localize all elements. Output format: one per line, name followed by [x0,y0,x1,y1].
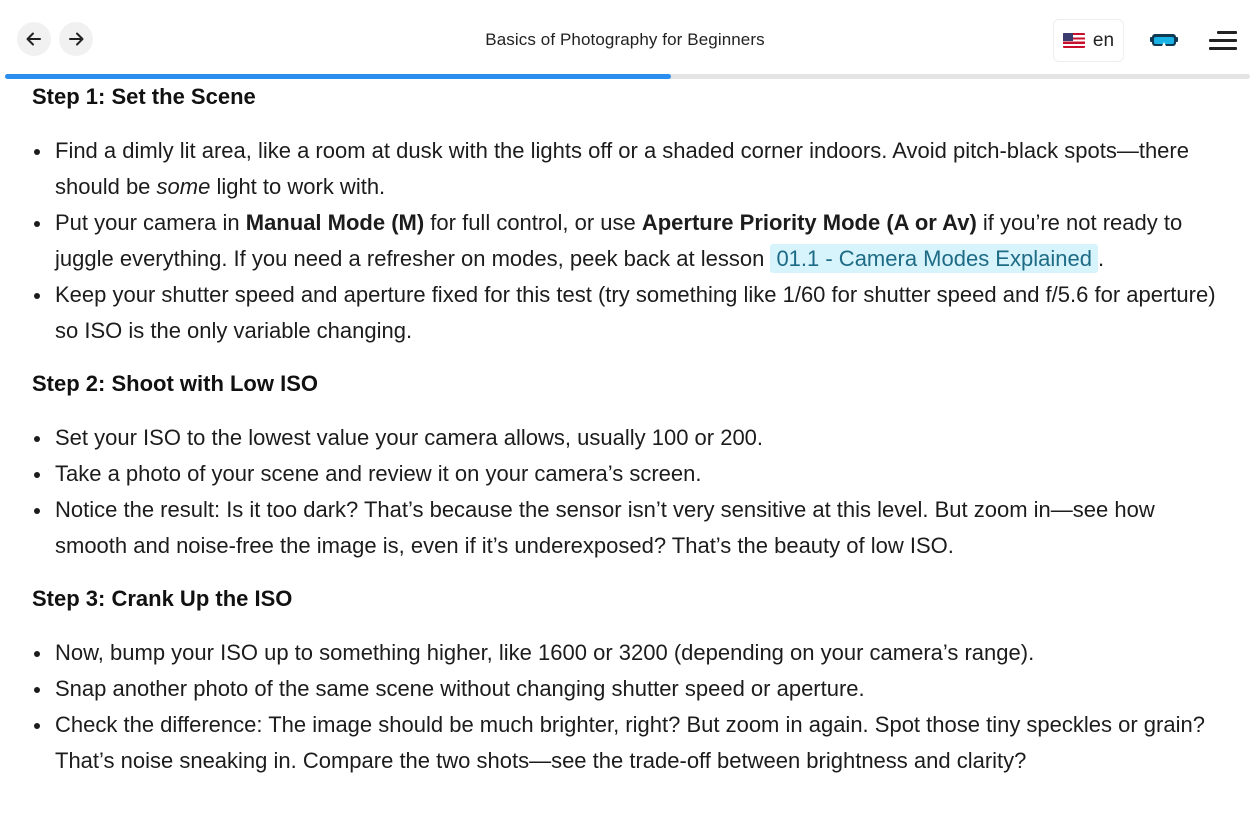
step-2-list [32,420,1232,564]
emphasis-text: some [156,174,211,199]
text-segment: for full control, or use [424,210,642,235]
list-item: Snap another photo of the same scene without changing shutter speed or aperture. [32,671,1232,707]
text-segment: Put your camera in [55,210,246,235]
list-item: Notice the result: Is it too dark? That’s because the sensor isn’t very sensitive at this level. But zoom in—see how smooth and noise-free the image is, even if it’s underexposed? That’s the beauty of low ISO. [32,492,1232,564]
menu-line [1209,39,1237,42]
list-item: Check the difference: The image should be much brighter, right? But zoom in again. Spot those tiny speckles or grain? That’s noise sneaking in. Compare the two shots—see the trade-off between brightness and clarity? [32,707,1232,779]
step-3-list [32,635,1232,779]
menu-line [1209,47,1237,50]
step-1-heading: Step 1: Set the Scene [32,84,256,109]
language-label: en [1092,29,1115,51]
list-item: Take a photo of your scene and review it on your camera’s screen. [32,456,1232,492]
reading-progress-bar [5,74,1250,79]
step-2-heading: Step 2: Shoot with Low ISO [32,371,318,396]
hamburger-menu-button[interactable] [1209,30,1237,52]
lesson-content [32,82,1232,779]
bold-text: Manual Mode (M) [245,210,425,235]
text-segment: light to work with. [210,174,386,199]
us-flag-icon [1063,33,1085,48]
list-item [32,205,1232,277]
hamburger-menu-icon [1217,31,1237,34]
step-3-heading: Step 3: Crank Up the ISO [32,586,293,611]
text-segment: if you’re not ready to juggle everything. If you need a refresher on modes, peek back at lesson [55,210,1183,271]
language-selector[interactable] [1053,19,1124,62]
lesson-link-camera-modes[interactable]: 01.1 - Camera Modes Explained [770,244,1098,273]
step-1-list [32,133,1232,349]
vr-mode-button[interactable] [1150,30,1178,50]
bold-text: Aperture Priority Mode (A or Av) [641,210,977,235]
list-item: Now, bump your ISO up to something higher, like 1600 or 3200 (depending on your camera’s range). [32,635,1232,671]
list-item: Keep your shutter speed and aperture fixed for this test (try something like 1/60 for shutter speed and f/5.6 for aperture) so ISO is the only variable changing. [32,277,1232,349]
reading-progress-fill [5,74,671,79]
text-segment: . [1097,246,1105,271]
list-item: Set your ISO to the lowest value your camera allows, usually 100 or 200. [32,420,1232,456]
text-segment: Find a dimly lit area, like a room at dusk with the lights off or a shaded corner indoors. Avoid pitch-black spots—there should be [55,138,1189,199]
page-title: Basics of Photography for Beginners [485,30,765,49]
vr-headset-icon [1150,30,1178,50]
top-bar [0,0,1250,80]
list-item [32,133,1232,205]
